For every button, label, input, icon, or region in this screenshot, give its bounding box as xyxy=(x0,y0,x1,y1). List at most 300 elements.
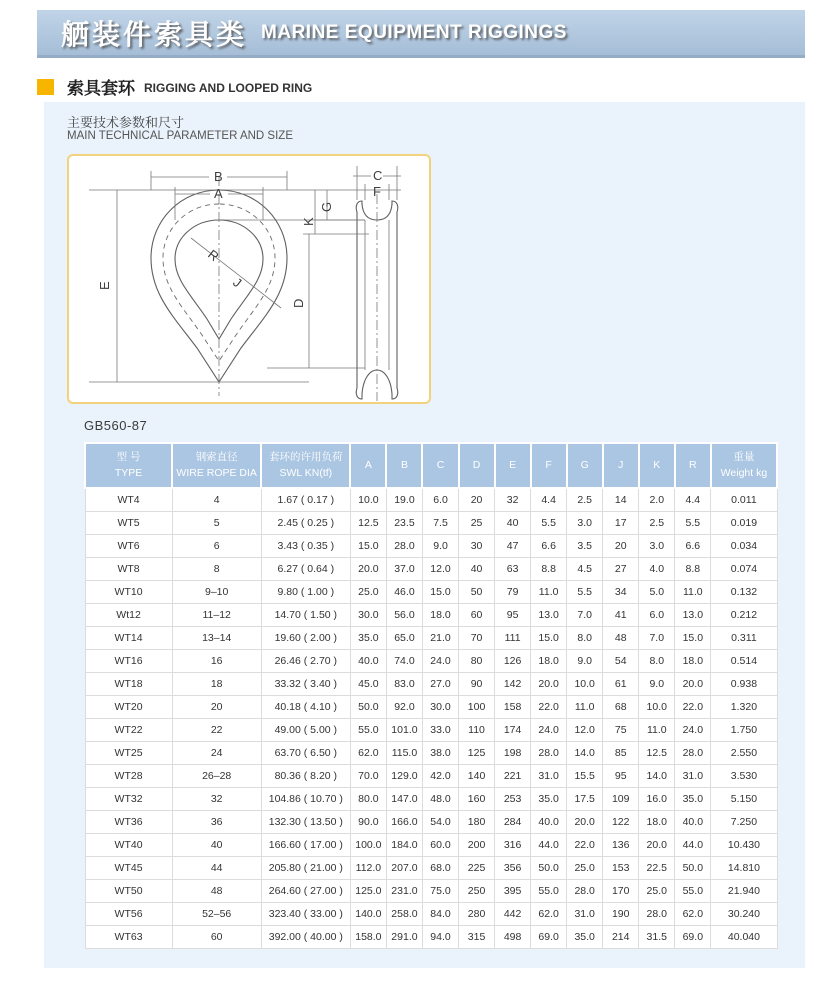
col-header-weight-en: Weight kg xyxy=(720,466,768,479)
cell-value: 153 xyxy=(603,857,639,880)
cell-value: 31.0 xyxy=(675,765,711,788)
cell-value: 26.46 ( 2.70 ) xyxy=(261,650,350,673)
cell-value: 33.0 xyxy=(422,719,458,742)
cell-value: 158.0 xyxy=(350,926,386,949)
cell-value: 395 xyxy=(495,880,531,903)
cell-value: 125 xyxy=(459,742,495,765)
cell-value: 1.320 xyxy=(711,696,777,719)
col-header-F: F xyxy=(531,443,567,488)
cell-value: 32 xyxy=(172,788,261,811)
cell-value: 63.70 ( 6.50 ) xyxy=(261,742,350,765)
cell-value: 62.0 xyxy=(350,742,386,765)
cell-value: 41 xyxy=(603,604,639,627)
cell-value: 15.0 xyxy=(350,535,386,558)
cell-value: 3.530 xyxy=(711,765,777,788)
cell-value: 25.0 xyxy=(350,581,386,604)
cell-value: 20 xyxy=(459,488,495,512)
col-header-D: D xyxy=(459,443,495,488)
cell-value: 166.60 ( 17.00 ) xyxy=(261,834,350,857)
cell-value: 20.0 xyxy=(531,673,567,696)
col-header-K: K xyxy=(639,443,675,488)
cell-value: 231.0 xyxy=(386,880,422,903)
cell-value: 40.0 xyxy=(675,811,711,834)
cell-value: 264.60 ( 27.00 ) xyxy=(261,880,350,903)
cell-value: 0.074 xyxy=(711,558,777,581)
cell-value: 5.0 xyxy=(639,581,675,604)
cell-value: 6 xyxy=(172,535,261,558)
cell-value: 0.311 xyxy=(711,627,777,650)
cell-value: 2.550 xyxy=(711,742,777,765)
cell-value: 20.0 xyxy=(639,834,675,857)
cell-value: 0.514 xyxy=(711,650,777,673)
cell-type: WT18 xyxy=(85,673,172,696)
cell-value: 136 xyxy=(603,834,639,857)
cell-value: 142 xyxy=(495,673,531,696)
cell-value: 315 xyxy=(459,926,495,949)
col-header-type xyxy=(85,443,172,488)
table-row xyxy=(85,696,777,719)
cell-value: 160 xyxy=(459,788,495,811)
cell-value: 24.0 xyxy=(422,650,458,673)
cell-type: WT16 xyxy=(85,650,172,673)
cell-value: 56.0 xyxy=(386,604,422,627)
cell-value: 22.0 xyxy=(675,696,711,719)
table-row xyxy=(85,903,777,926)
cell-value: 4.4 xyxy=(675,488,711,512)
table-row xyxy=(85,765,777,788)
cell-value: 35.0 xyxy=(567,926,603,949)
col-header-weight xyxy=(711,443,777,488)
dim-label-j: J xyxy=(230,274,245,291)
col-header-dia-en: WIRE ROPE DIA xyxy=(176,466,257,479)
cell-value: 28.0 xyxy=(567,880,603,903)
cell-value: 15.5 xyxy=(567,765,603,788)
cell-value: 125.0 xyxy=(350,880,386,903)
cell-value: 14.70 ( 1.50 ) xyxy=(261,604,350,627)
table-row xyxy=(85,535,777,558)
cell-value: 126 xyxy=(495,650,531,673)
col-header-type-zh: 型 号 xyxy=(116,451,141,464)
cell-value: 111 xyxy=(495,627,531,650)
table-row xyxy=(85,742,777,765)
cell-value: 94.0 xyxy=(422,926,458,949)
cell-value: 122 xyxy=(603,811,639,834)
table-row xyxy=(85,558,777,581)
cell-value: 190 xyxy=(603,903,639,926)
cell-value: 166.0 xyxy=(386,811,422,834)
cell-value: 284 xyxy=(495,811,531,834)
cell-type: WT10 xyxy=(85,581,172,604)
cell-value: 28.0 xyxy=(531,742,567,765)
cell-value: 11.0 xyxy=(567,696,603,719)
cell-value: 50.0 xyxy=(350,696,386,719)
cell-value: 2.0 xyxy=(639,488,675,512)
cell-value: 258.0 xyxy=(386,903,422,926)
cell-value: 25.0 xyxy=(639,880,675,903)
cell-value: 48.0 xyxy=(422,788,458,811)
cell-value: 17.5 xyxy=(567,788,603,811)
cell-value: 27 xyxy=(603,558,639,581)
cell-value: 14.0 xyxy=(639,765,675,788)
cell-value: 40 xyxy=(495,512,531,535)
cell-value: 80.36 ( 8.20 ) xyxy=(261,765,350,788)
cell-value: 60 xyxy=(172,926,261,949)
cell-value: 12.0 xyxy=(422,558,458,581)
cell-value: 2.5 xyxy=(567,488,603,512)
col-header-A: A xyxy=(350,443,386,488)
cell-value: 3.0 xyxy=(639,535,675,558)
cell-type: WT56 xyxy=(85,903,172,926)
cell-value: 170 xyxy=(603,880,639,903)
cell-value: 30.0 xyxy=(350,604,386,627)
cell-value: 3.0 xyxy=(567,512,603,535)
cell-value: 6.6 xyxy=(531,535,567,558)
cell-type: Wt12 xyxy=(85,604,172,627)
cell-value: 8.0 xyxy=(639,650,675,673)
cell-value: 12.5 xyxy=(639,742,675,765)
dim-label-k: K xyxy=(301,217,316,226)
cell-value: 62.0 xyxy=(531,903,567,926)
cell-value: 22 xyxy=(172,719,261,742)
cell-value: 70.0 xyxy=(350,765,386,788)
cell-value: 38.0 xyxy=(422,742,458,765)
standard-code: GB560-87 xyxy=(84,418,148,433)
cell-value: 27.0 xyxy=(422,673,458,696)
cell-value: 80 xyxy=(459,650,495,673)
cell-value: 44 xyxy=(172,857,261,880)
cell-value: 253 xyxy=(495,788,531,811)
cell-value: 35.0 xyxy=(350,627,386,650)
cell-value: 0.212 xyxy=(711,604,777,627)
cell-value: 0.011 xyxy=(711,488,777,512)
cell-value: 74.0 xyxy=(386,650,422,673)
cell-value: 31.0 xyxy=(567,903,603,926)
cell-value: 14.810 xyxy=(711,857,777,880)
banner-title-en: MARINE EQUIPMENT RIGGINGS xyxy=(261,21,567,43)
cell-value: 147.0 xyxy=(386,788,422,811)
cell-value: 3.5 xyxy=(567,535,603,558)
cell-type: WT36 xyxy=(85,811,172,834)
cell-value: 75 xyxy=(603,719,639,742)
cell-value: 20.0 xyxy=(567,811,603,834)
cell-value: 30.0 xyxy=(422,696,458,719)
cell-value: 32 xyxy=(495,488,531,512)
cell-value: 180 xyxy=(459,811,495,834)
cell-value: 8 xyxy=(172,558,261,581)
cell-value: 9.0 xyxy=(422,535,458,558)
cell-value: 110 xyxy=(459,719,495,742)
col-header-swl-zh: 套环的许用负荷 xyxy=(269,451,343,464)
cell-value: 225 xyxy=(459,857,495,880)
cell-value: 46.0 xyxy=(386,581,422,604)
header-row xyxy=(85,443,777,488)
cell-value: 44.0 xyxy=(675,834,711,857)
cell-value: 55.0 xyxy=(531,880,567,903)
cell-value: 24.0 xyxy=(675,719,711,742)
content-panel xyxy=(44,102,805,968)
cell-value: 69.0 xyxy=(675,926,711,949)
cell-value: 4.0 xyxy=(639,558,675,581)
cell-value: 11.0 xyxy=(639,719,675,742)
cell-value: 101.0 xyxy=(386,719,422,742)
cell-type: WT5 xyxy=(85,512,172,535)
cell-value: 0.938 xyxy=(711,673,777,696)
spec-table-header xyxy=(85,443,777,488)
cell-value: 112.0 xyxy=(350,857,386,880)
cell-value: 20.0 xyxy=(350,558,386,581)
cell-value: 11.0 xyxy=(531,581,567,604)
cell-value: 19.0 xyxy=(386,488,422,512)
cell-value: 132.30 ( 13.50 ) xyxy=(261,811,350,834)
cell-value: 37.0 xyxy=(386,558,422,581)
cell-value: 200 xyxy=(459,834,495,857)
cell-value: 14.0 xyxy=(567,742,603,765)
cell-value: 80.0 xyxy=(350,788,386,811)
page-banner xyxy=(37,10,805,58)
cell-value: 9.0 xyxy=(567,650,603,673)
cell-value: 7.5 xyxy=(422,512,458,535)
cell-value: 5 xyxy=(172,512,261,535)
cell-value: 4.5 xyxy=(567,558,603,581)
cell-value: 10.0 xyxy=(350,488,386,512)
cell-value: 50.0 xyxy=(531,857,567,880)
cell-type: WT4 xyxy=(85,488,172,512)
cell-value: 40 xyxy=(459,558,495,581)
cell-value: 11.0 xyxy=(675,581,711,604)
cell-value: 174 xyxy=(495,719,531,742)
cell-type: WT40 xyxy=(85,834,172,857)
cell-type: WT28 xyxy=(85,765,172,788)
table-row xyxy=(85,857,777,880)
cell-value: 214 xyxy=(603,926,639,949)
col-header-G: G xyxy=(567,443,603,488)
table-row xyxy=(85,488,777,512)
col-header-swl xyxy=(261,443,350,488)
dim-label-a: A xyxy=(214,186,223,201)
cell-value: 5.5 xyxy=(567,581,603,604)
cell-value: 13.0 xyxy=(531,604,567,627)
cell-value: 30 xyxy=(459,535,495,558)
cell-value: 60.0 xyxy=(422,834,458,857)
cell-value: 45.0 xyxy=(350,673,386,696)
cell-value: 65.0 xyxy=(386,627,422,650)
cell-value: 85 xyxy=(603,742,639,765)
cell-value: 15.0 xyxy=(675,627,711,650)
cell-value: 70 xyxy=(459,627,495,650)
cell-value: 21.0 xyxy=(422,627,458,650)
cell-value: 6.0 xyxy=(422,488,458,512)
dim-label-r: R xyxy=(205,246,222,265)
cell-value: 62.0 xyxy=(675,903,711,926)
cell-value: 20 xyxy=(603,535,639,558)
cell-value: 92.0 xyxy=(386,696,422,719)
cell-value: 18.0 xyxy=(531,650,567,673)
cell-value: 8.8 xyxy=(675,558,711,581)
cell-value: 2.5 xyxy=(639,512,675,535)
cell-value: 5.150 xyxy=(711,788,777,811)
cell-value: 63 xyxy=(495,558,531,581)
cell-value: 20.0 xyxy=(675,673,711,696)
cell-value: 10.0 xyxy=(567,673,603,696)
col-header-E: E xyxy=(495,443,531,488)
cell-value: 9.0 xyxy=(639,673,675,696)
cell-value: 24 xyxy=(172,742,261,765)
cell-value: 95 xyxy=(495,604,531,627)
cell-value: 323.40 ( 33.00 ) xyxy=(261,903,350,926)
param-title-en: MAIN TECHNICAL PARAMETER AND SIZE xyxy=(67,130,293,142)
cell-value: 61 xyxy=(603,673,639,696)
cell-value: 0.019 xyxy=(711,512,777,535)
cell-value: 13–14 xyxy=(172,627,261,650)
table-row xyxy=(85,788,777,811)
col-header-dia-zh: 钢索直径 xyxy=(195,451,238,464)
cell-value: 16.0 xyxy=(639,788,675,811)
cell-value: 15.0 xyxy=(531,627,567,650)
cell-value: 18.0 xyxy=(422,604,458,627)
cell-value: 28.0 xyxy=(386,535,422,558)
cell-value: 33.32 ( 3.40 ) xyxy=(261,673,350,696)
cell-value: 129.0 xyxy=(386,765,422,788)
col-header-C: C xyxy=(422,443,458,488)
cell-value: 184.0 xyxy=(386,834,422,857)
spec-table-body xyxy=(85,488,777,949)
cell-value: 316 xyxy=(495,834,531,857)
cell-value: 11–12 xyxy=(172,604,261,627)
cell-value: 36 xyxy=(172,811,261,834)
cell-type: WT63 xyxy=(85,926,172,949)
col-header-swl-en: SWL KN(tf) xyxy=(279,466,333,479)
cell-value: 16 xyxy=(172,650,261,673)
cell-value: 250 xyxy=(459,880,495,903)
cell-value: 7.0 xyxy=(567,604,603,627)
cell-value: 68.0 xyxy=(422,857,458,880)
table-row xyxy=(85,650,777,673)
col-header-dia xyxy=(172,443,261,488)
cell-value: 54 xyxy=(603,650,639,673)
cell-value: 4.4 xyxy=(531,488,567,512)
cell-value: 109 xyxy=(603,788,639,811)
cell-value: 48 xyxy=(603,627,639,650)
dim-label-c: C xyxy=(373,168,383,183)
section-bullet-icon xyxy=(37,79,54,95)
technical-drawing xyxy=(67,154,431,404)
cell-value: 90.0 xyxy=(350,811,386,834)
section-title-en: RIGGING AND LOOPED RING xyxy=(144,81,313,95)
cell-value: 49.00 ( 5.00 ) xyxy=(261,719,350,742)
cell-value: 18.0 xyxy=(639,811,675,834)
cell-value: 3.43 ( 0.35 ) xyxy=(261,535,350,558)
cell-value: 14 xyxy=(603,488,639,512)
cell-value: 75.0 xyxy=(422,880,458,903)
cell-value: 54.0 xyxy=(422,811,458,834)
cell-value: 100.0 xyxy=(350,834,386,857)
cell-value: 6.6 xyxy=(675,535,711,558)
cell-value: 84.0 xyxy=(422,903,458,926)
table-row xyxy=(85,512,777,535)
param-title-zh: 主要技术参数和尺寸 xyxy=(67,115,185,130)
dim-label-d: D xyxy=(291,298,306,308)
cell-value: 18 xyxy=(172,673,261,696)
cell-value: 40.18 ( 4.10 ) xyxy=(261,696,350,719)
cell-value: 392.00 ( 40.00 ) xyxy=(261,926,350,949)
cell-value: 52–56 xyxy=(172,903,261,926)
cell-value: 8.0 xyxy=(567,627,603,650)
cell-value: 19.60 ( 2.00 ) xyxy=(261,627,350,650)
table-row xyxy=(85,627,777,650)
cell-value: 35.0 xyxy=(531,788,567,811)
table-row xyxy=(85,834,777,857)
cell-value: 5.5 xyxy=(531,512,567,535)
col-header-B: B xyxy=(386,443,422,488)
cell-value: 40.040 xyxy=(711,926,777,949)
table-row xyxy=(85,811,777,834)
cell-value: 22.5 xyxy=(639,857,675,880)
cell-value: 55.0 xyxy=(350,719,386,742)
cell-type: WT22 xyxy=(85,719,172,742)
cell-value: 20 xyxy=(172,696,261,719)
cell-type: WT32 xyxy=(85,788,172,811)
cell-value: 35.0 xyxy=(675,788,711,811)
cell-value: 6.0 xyxy=(639,604,675,627)
cell-value: 69.0 xyxy=(531,926,567,949)
cell-value: 8.8 xyxy=(531,558,567,581)
cell-value: 291.0 xyxy=(386,926,422,949)
cell-value: 4 xyxy=(172,488,261,512)
cell-value: 40.0 xyxy=(531,811,567,834)
cell-value: 0.034 xyxy=(711,535,777,558)
cell-value: 26–28 xyxy=(172,765,261,788)
cell-value: 17 xyxy=(603,512,639,535)
cell-type: WT8 xyxy=(85,558,172,581)
cell-value: 23.5 xyxy=(386,512,422,535)
col-header-weight-zh: 重量 xyxy=(733,451,755,464)
cell-value: 158 xyxy=(495,696,531,719)
spec-table xyxy=(84,442,778,949)
cell-value: 1.750 xyxy=(711,719,777,742)
thimble-diagram xyxy=(69,156,429,402)
cell-value: 12.0 xyxy=(567,719,603,742)
cell-value: 79 xyxy=(495,581,531,604)
table-row xyxy=(85,673,777,696)
cell-value: 1.67 ( 0.17 ) xyxy=(261,488,350,512)
cell-value: 42.0 xyxy=(422,765,458,788)
cell-value: 9.80 ( 1.00 ) xyxy=(261,581,350,604)
cell-type: WT6 xyxy=(85,535,172,558)
cell-value: 221 xyxy=(495,765,531,788)
table-row xyxy=(85,880,777,903)
table-row xyxy=(85,719,777,742)
col-header-R: R xyxy=(675,443,711,488)
cell-value: 9–10 xyxy=(172,581,261,604)
cell-value: 24.0 xyxy=(531,719,567,742)
cell-value: 13.0 xyxy=(675,604,711,627)
cell-value: 18.0 xyxy=(675,650,711,673)
cell-value: 25.0 xyxy=(567,857,603,880)
section-title-zh: 索具套环 xyxy=(67,79,135,98)
cell-value: 0.132 xyxy=(711,581,777,604)
cell-value: 22.0 xyxy=(531,696,567,719)
cell-value: 60 xyxy=(459,604,495,627)
cell-type: WT20 xyxy=(85,696,172,719)
dim-label-b: B xyxy=(214,169,223,184)
table-row xyxy=(85,604,777,627)
cell-value: 31.0 xyxy=(531,765,567,788)
cell-value: 48 xyxy=(172,880,261,903)
cell-value: 34 xyxy=(603,581,639,604)
cell-value: 442 xyxy=(495,903,531,926)
cell-value: 40 xyxy=(172,834,261,857)
cell-value: 7.0 xyxy=(639,627,675,650)
